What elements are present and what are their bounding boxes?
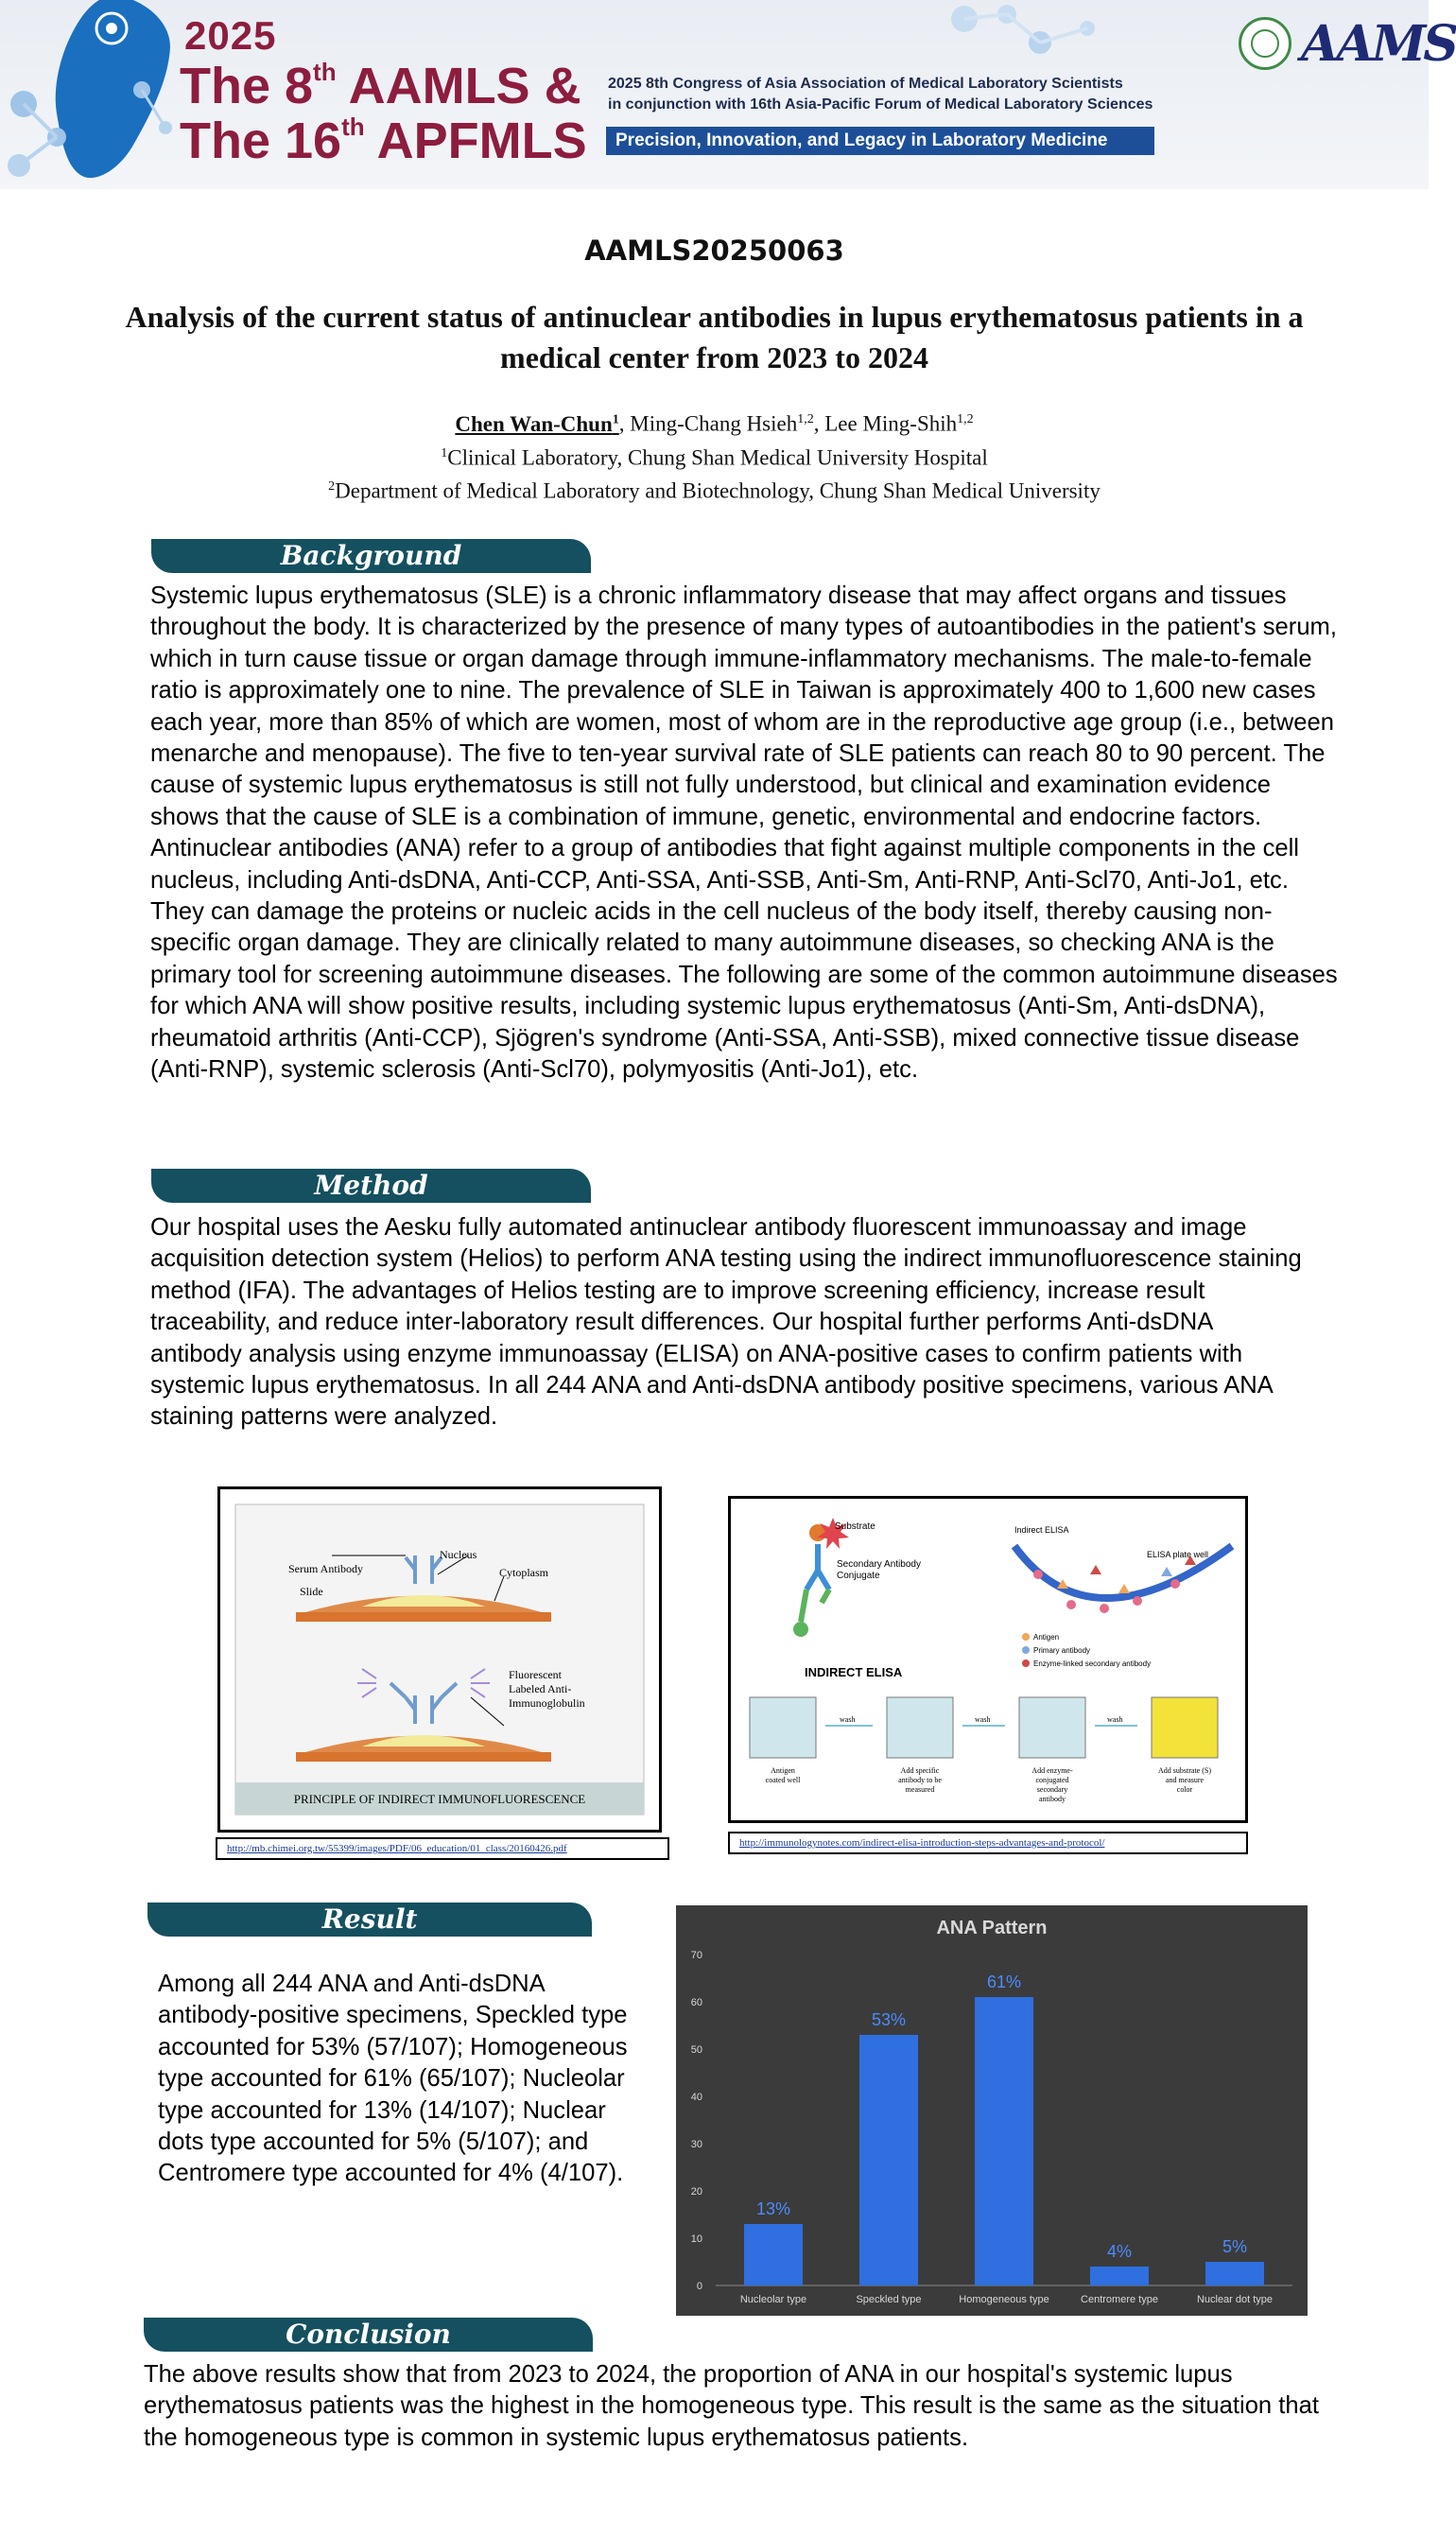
result-text: Among all 244 ANA and Anti-dsDNA antibody-positive specimens, Speckled type accounted for 53% (57/107); Homogeneous type accounted for 61% (65/107); Nucleolar type accounted for 13% (14/107); Nuclear dots type accounted for 5% (5/107); and Centromere type accounted for 4% (4/107). [158, 1971, 628, 2187]
x-tick-label: Nucleolar type [739, 2294, 807, 2305]
label-secondary-antibody: Secondary Antibody [837, 1559, 921, 1570]
conclusion-text: The above results show that from 2023 to 2024, the proportion of ANA in our hospital's systemic lupus erythematosus patients was the highest in the homogeneous type. This result is the same as the situation that the homogeneous type is common in systemic lupus erythematosus patients. [144, 2361, 1319, 2451]
banner-subtitle-2: in conjunction with 16th Asia-Pacific Forum of Medical Laboratory Sciences [608, 96, 1153, 113]
step3-line1: Add enzyme- [1031, 1766, 1073, 1775]
banner-title-line2: The 16th APFMLS [180, 113, 587, 169]
x-tick-label: Homogeneous type [959, 2294, 1049, 2305]
label-substrate: Substrate [835, 1521, 875, 1532]
label-nucleus: Nucleus [440, 1548, 477, 1561]
abstract-id: AAMLS20250063 [584, 235, 844, 267]
label-wash-1: wash [840, 1715, 856, 1724]
label-fluorescent-3: Immunoglobulin [509, 1696, 585, 1710]
method-heading: Method [151, 1169, 591, 1203]
background-heading: Background [151, 539, 591, 573]
chart-canvas [676, 1905, 1308, 2316]
indirect-elisa-figure [728, 1496, 1248, 1823]
y-tick-label: 10 [690, 2233, 702, 2245]
step4-line3: color [1176, 1785, 1193, 1794]
step3-line4: antibody [1039, 1795, 1066, 1803]
label-indirect-elisa-small: Indirect ELISA [1014, 1525, 1069, 1535]
y-tick-label: 30 [690, 2139, 702, 2150]
data-label: 13% [755, 2199, 791, 2218]
background-text: Systemic lupus erythematosus (SLE) is a chronic inflammatory disease that may affect organs and tissues throughout the body. It is characterized by the presence of many types of autoantibodies in the patient's serum, which in turn cause tissue or organ damage through immune-inflammatory mechanisms. The male-to-female ratio is approximately one to nine. The prevalence of SLE in Taiwan is approximately 400 to 1,600 new cases each year, more than 85% of which are women, most of whom are in the reproductive age group (i.e., between menarche and menopause). The five to ten-year survival rate of SLE patients can reach 80 to 90 percent. The cause of systemic lupus erythematosus is still not fully understood, but clinical and examination evidence shows that the cause of SLE is a combination of immune, genetic, environmental and endocrine factors. Antinuclear antibodies (ANA) refer to a group of antibodies that fight against multiple components in the cell nucleus, including Anti-dsDNA, Anti-CCP, Anti-SSA, Anti-SSB, Anti-Sm, Anti-RNP, Anti-Scl70, Anti-Jo1, etc. They can damage the proteins or nucleic acids in the cell nucleus of the body itself, thereby causing non-specific organ damage. They are clinically related to many autoimmune diseases, so checking ANA is the primary tool for screening autoimmune diseases. The following are some of the common autoimmune diseases for which ANA will show positive results, including systemic lupus erythematosus (Anti-Sm, Anti-dsDNA), rheumatoid arthritis (Anti-CCP), Sjögren's syndrome (Anti-SSA, Anti-SSB), mixed connective tissue disease (Anti-RNP), systemic sclerosis (Anti-Scl70), polymyositis (Anti-Jo1), etc. [150, 582, 1338, 1084]
step3-line2: conjugated [1035, 1776, 1069, 1784]
y-tick-label: 40 [690, 2092, 702, 2103]
x-tick-label: Nuclear dot type [1196, 2294, 1274, 2305]
data-label: 4% [1106, 2242, 1133, 2261]
label-cytoplasm: Cytoplasm [499, 1566, 549, 1579]
y-tick-label: 0 [696, 2281, 702, 2292]
bar-centromere-type [1090, 2267, 1149, 2285]
society-seal-logo [1239, 17, 1291, 70]
step1-line1: Antigen [771, 1766, 795, 1775]
label-elisa-plate-well: ELISA plate well [1147, 1550, 1209, 1559]
step1-line2: coated well [765, 1776, 801, 1784]
label-slide: Slide [300, 1585, 323, 1598]
banner-year: 2025 [184, 13, 277, 58]
author-list: Chen Wan-Chun$^1$, Ming-Chang Hsieh$^{1,2}$, Lee Ming-Shih$^{1,2}$ [455, 411, 974, 436]
label-conjugate: Conjugate [837, 1571, 880, 1581]
y-tick-label: 70 [690, 1950, 702, 1961]
data-label: 5% [1222, 2237, 1248, 2256]
affiliation-1: $^1$Clinical Laboratory, Chung Shan Medical University Hospital [441, 445, 988, 470]
conclusion-heading: Conclusion [144, 2318, 593, 2352]
legend-enzyme-secondary: Enzyme-linked secondary antibody [1033, 1659, 1152, 1668]
banner-subtitle-1: 2025 8th Congress of Asia Association of Medical Laboratory Scientists [608, 76, 1123, 92]
step2-line3: measured [905, 1785, 935, 1794]
conference-banner [0, 0, 1456, 189]
label-fluorescent-1: Fluorescent [509, 1668, 562, 1681]
ana-pattern-chart [676, 1905, 1308, 2316]
label-principle-ifa: PRINCIPLE OF INDIRECT IMMUNOFLUORESCENCE [293, 1792, 586, 1806]
label-wash-3: wash [1107, 1715, 1123, 1724]
label-serum-antibody: Serum Antibody [288, 1562, 364, 1575]
step2-line2: antibody to be [898, 1776, 942, 1784]
step4-line2: and measure [1165, 1776, 1205, 1784]
label-wash-2: wash [975, 1715, 991, 1724]
bar-nucleolar-type [744, 2224, 803, 2285]
authors-block [0, 405, 1429, 506]
label-fluorescent-2: Labeled Anti- [509, 1682, 572, 1695]
banner-tagline: Precision, Innovation, and Legacy in Laboratory Medicine [606, 127, 1154, 155]
x-tick-label: Centromere type [1081, 2294, 1158, 2305]
result-heading: Result [147, 1903, 592, 1937]
legend-primary-antibody: Primary antibody [1033, 1646, 1091, 1655]
affiliation-2: $^2$Department of Medical Laboratory and Biotechnology, Chung Shan Medical University [328, 478, 1101, 503]
ifa-diagram [220, 1489, 659, 1830]
elisa-source-link[interactable]: http://immunologynotes.com/indirect-elisa-introduction-steps-advantages-and-protocol/ [728, 1832, 1248, 1854]
label-indirect-elisa: INDIRECT ELISA [805, 1665, 903, 1679]
step4-line1: Add substrate (S) [1158, 1766, 1211, 1775]
bar-speckled-type [859, 2035, 918, 2285]
legend-antigen: Antigen [1033, 1633, 1060, 1642]
aams-logo: AAMS [1301, 15, 1456, 73]
method-text: Our hospital uses the Aesku fully automated antinuclear antibody fluorescent immunoassay and image acquisition detection system (Helios) to perform ANA testing using the indirect immunofluorescence staining method (IFA). The advantages of Helios testing are to improve screening efficiency, increase result traceability, and reduce inter-laboratory result differences. Our hospital further performs Anti-dsDNA antibody analysis using enzyme immunoassay (ELISA) on ANA-positive cases to confirm patients with systemic lupus erythematosus. In all 244 ANA and Anti-dsDNA antibody positive specimens, various ANA staining patterns were analyzed. [150, 1214, 1302, 1431]
y-tick-label: 20 [690, 2186, 702, 2198]
banner-title-line1: The 8th AAMLS & [180, 58, 581, 114]
step2-line1: Add specific [900, 1766, 940, 1775]
bar-homogeneous-type [975, 1997, 1033, 2285]
data-label: 53% [871, 2010, 907, 2029]
y-tick-label: 60 [690, 1997, 702, 2008]
elisa-diagram [731, 1499, 1245, 1820]
step3-line3: secondary [1036, 1785, 1068, 1794]
x-tick-label: Speckled type [856, 2294, 922, 2305]
ifa-principle-figure [217, 1486, 662, 1833]
y-tick-label: 50 [690, 2044, 702, 2056]
bar-nuclear-dot-type [1205, 2262, 1264, 2285]
ifa-source-link[interactable]: http://mb.chimei.org.tw/55399/images/PDF/06_education/01_class/20160426.pdf [216, 1837, 669, 1860]
chart-title: ANA Pattern [936, 1918, 1048, 1938]
paper-title: Analysis of the current status of antinuclear antibodies in lupus erythematosus patients in a medical center from 2023 to 2024 [125, 300, 1304, 374]
data-label: 61% [986, 1972, 1022, 1991]
first-author: Chen Wan-Chun$^1$ [455, 411, 619, 436]
